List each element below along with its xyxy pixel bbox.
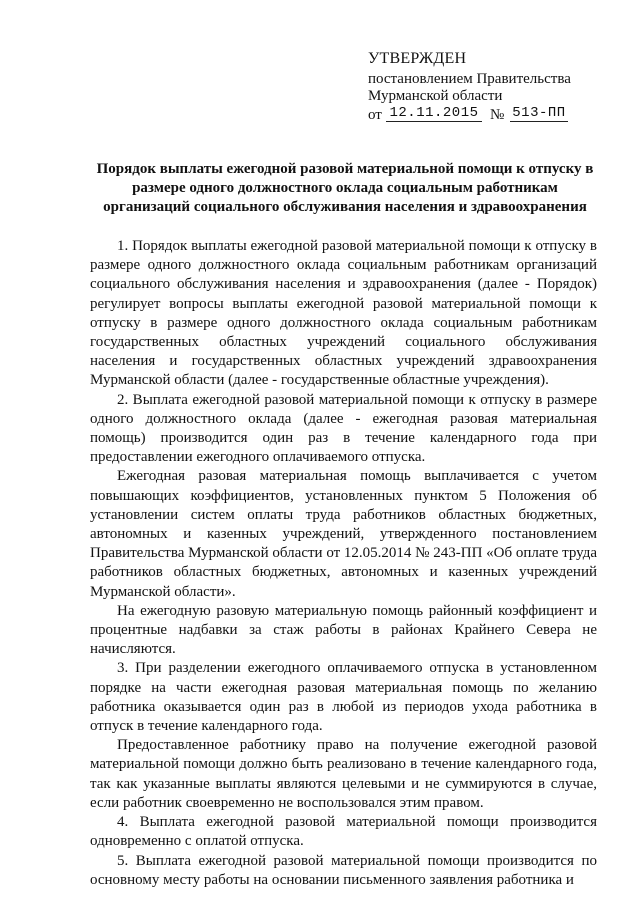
approval-number: 513-ПП (510, 105, 568, 122)
approval-date: 12.11.2015 (386, 105, 482, 122)
paragraph-4: На ежегодную разовую материальную помощь районный коэффициент и процентные надбавки за стаж работы в районах Крайнего Севера не начисляются. (90, 602, 597, 658)
from-label: от (368, 107, 382, 123)
paragraph-7: 4. Выплата ежегодной разовой материальной помощи производится одновременно с оплатой отпуска. (90, 814, 597, 850)
approval-line-1: постановлением Правительства (368, 71, 571, 87)
approval-date-line (368, 105, 618, 125)
paragraph-5: 3. При разделении ежегодного оплачиваемого отпуска в установленном порядке на части ежегодная разовая материальная помощь по желанию работника оказывается один раз в любой из периодов ухода работника в отпуск в течение календарного года. (90, 660, 597, 735)
paragraph-6: Предоставленное работнику право на получение ежегодной разовой материальной помощи должно быть реализовано в течение календарного года, так как указанные выплаты являются целевыми и не суммируются в случае, если работник своевременно не воспользовался этим правом. (90, 737, 597, 811)
approval-header: УТВЕРЖДЕН (368, 50, 467, 67)
paragraph-8: 5. Выплата ежегодной разовой материальной помощи производится по основному месту работы на основании письменного заявления работника и (90, 852, 597, 888)
paragraph-1: 1. Порядок выплаты ежегодной разовой материальной помощи к отпуску в размере одного должностного оклада социальным работникам организаций социального обслуживания населения и здравоохранения (далее - Порядок) регулирует вопросы выплаты ежегодной разовой материальной помощи к отпуску в размере одного должностного оклада социальным работникам государственных областных учреждений социального обслуживания населения и государственных областных учреждений здравоохранения Мурманской области (далее - государственные областные учреждения). (90, 238, 597, 389)
paragraph-3: Ежегодная разовая материальная помощь выплачивается с учетом повышающих коэффициентов, установленных пунктом 5 Положения об установлении систем оплаты труда работников областных бюджетных, автономных и казенных учреждений, утвержденного постановлением Правительства Мурманской области от 12.05.2014 № 243-ПП «Об оплате труда работников областных бюджетных, автономных и казенных учреждений Мурманской области». (90, 468, 597, 600)
document-body (90, 237, 597, 890)
approval-stamp (368, 50, 618, 125)
paragraph-2: 2. Выплата ежегодной разовой материальной помощи к отпуску в размере одного должностного оклада (далее - ежегодная разовая материальная помощь) производится один раз в течение календарного года при предоставлении ежегодного оплачиваемого отпуска. (90, 391, 597, 466)
approval-line-2: Мурманской области (368, 88, 503, 104)
number-label: № (490, 107, 505, 123)
document-title: Порядок выплаты ежегодной разовой материальной помощи к отпуску в размере одного должностного оклада социальным работникам организаций социального обслуживания населения и здравоохранения (96, 161, 594, 215)
